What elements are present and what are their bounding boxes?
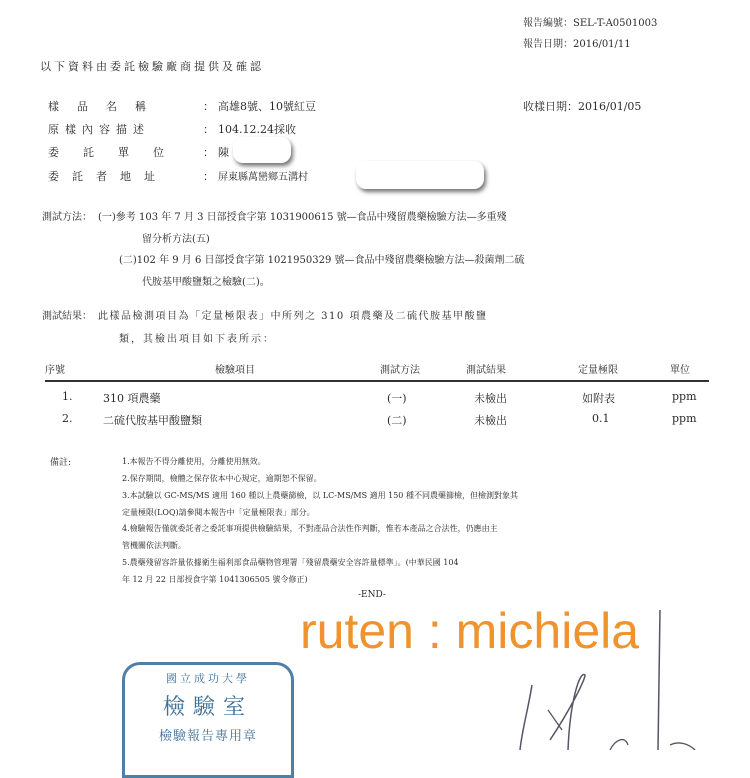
result-line: 類，其檢出項目如下表所示： [119,334,275,345]
lab-stamp [122,662,294,778]
report-date-label: 報告日期： [523,39,573,50]
redaction-box [356,161,484,189]
note-line: 1.本報告不得分離使用，分離使用無效。 [122,457,266,466]
address-value: 屏東縣萬巒鄉五溝村 [218,172,308,183]
watermark: ruten : michiela [300,603,640,659]
stamp-bottom-text: 檢驗報告專用章 [158,729,257,744]
note-line: 管機關依法判斷。 [122,541,186,550]
row-unit: ppm [672,412,697,425]
report-date [523,35,631,50]
received-date-value: 2016/01/05 [578,100,642,113]
note-line: 定量極限(LOQ)請參閱本報告中「定量極限表」部分。 [122,508,315,517]
report-number-label: 報告編號： [523,18,573,29]
result-label: 測試結果： [42,311,92,322]
note-line: 5.農藥殘留容許量依據衛生福利部食品藥物管理署「殘留農藥安全容許量標準」。(中華民國 104 [122,558,459,567]
address-label: 委託者地址 [48,170,168,183]
row-result: 未檢出 [474,392,507,405]
table-header: 檢驗項目 [215,365,255,376]
notes-label: 備註: [50,458,72,468]
colon: ： [203,100,214,113]
stamp-top-text: 國立成功大學 [166,672,250,685]
method-line: 代胺基甲酸鹽類之檢驗(二)。 [142,277,270,288]
table-header: 序號 [45,365,65,376]
received-date-label: 收樣日期： [523,100,578,113]
table-header: 測試方法 [380,365,420,376]
result-line: 此樣品檢測項目為「定量極限表」中所列之 310 項農藥及二硫代胺基甲酸鹽 [98,311,488,322]
description-label: 原樣內容描述 [48,123,150,136]
end-marker: -END- [358,590,386,600]
table-header: 測試結果 [466,365,506,376]
row-loq: 0.1 [592,412,610,425]
colon: ： [203,123,214,136]
row-method: (一) [387,392,407,405]
report-number [523,14,657,29]
redaction-box [233,137,291,163]
method-line: 留分析方法(五) [142,234,210,245]
table-header: 定量極限 [578,365,618,376]
sample-name-value: 高雄8號、10號紅豆 [218,100,316,113]
table-header: 單位 [670,365,690,376]
row-item: 二硫代胺基甲酸鹽類 [103,414,202,427]
row-number: 1. [62,390,73,403]
row-method: (二) [387,414,407,427]
note-line: 3.本試驗以 GC-MS/MS 適用 160 種以上農藥篩檢，以 LC-MS/MS 適用 150 種不同農藥篩檢，但檢測對象其 [122,491,518,500]
note-line: 4.檢驗報告僅就委託者之委託事項提供檢驗結果，不對產品合法性作判斷，惟若本產品之合法性，仍應由主 [122,524,498,533]
note-line: 年 12 月 22 日部授食字第 1041306505 號令修正) [122,575,308,584]
note-line: 2.保存期間，檢體之保存依本中心規定，逾期恕不保留。 [122,474,322,483]
row-loq: 如附表 [582,392,615,405]
signature [490,600,720,750]
row-result: 未檢出 [474,414,507,427]
table-divider [45,380,709,382]
report-number-value: SEL-T-A0501003 [573,18,658,29]
row-item: 310 項農藥 [103,392,161,405]
sample-name-label: 樣品名稱 [48,100,164,113]
colon: ： [203,146,214,159]
document-title: 以下資料由委託檢驗廠商提供及確認 [40,60,264,73]
stamp-middle-text: 檢驗室 [162,695,253,720]
report-date-value: 2016/01/11 [573,39,631,50]
method-label: 測試方法： [42,212,92,223]
client-value: 陳 [218,146,229,159]
method-line: (二)102 年 9 月 6 日部授食字第 1021950329 號—食品中殘留農藥檢驗方法—殺菌劑二硫 [119,255,525,266]
row-unit: ppm [672,390,697,403]
row-number: 2. [62,412,73,425]
colon: ： [203,170,214,183]
client-label: 委託單位 [48,146,188,159]
method-line: (一)參考 103 年 7 月 3 日部授食字第 1031900615 號—食品中殘留農藥檢驗方法—多重殘 [98,212,507,223]
description-value: 104.12.24採收 [218,123,296,136]
received-date [523,98,641,114]
